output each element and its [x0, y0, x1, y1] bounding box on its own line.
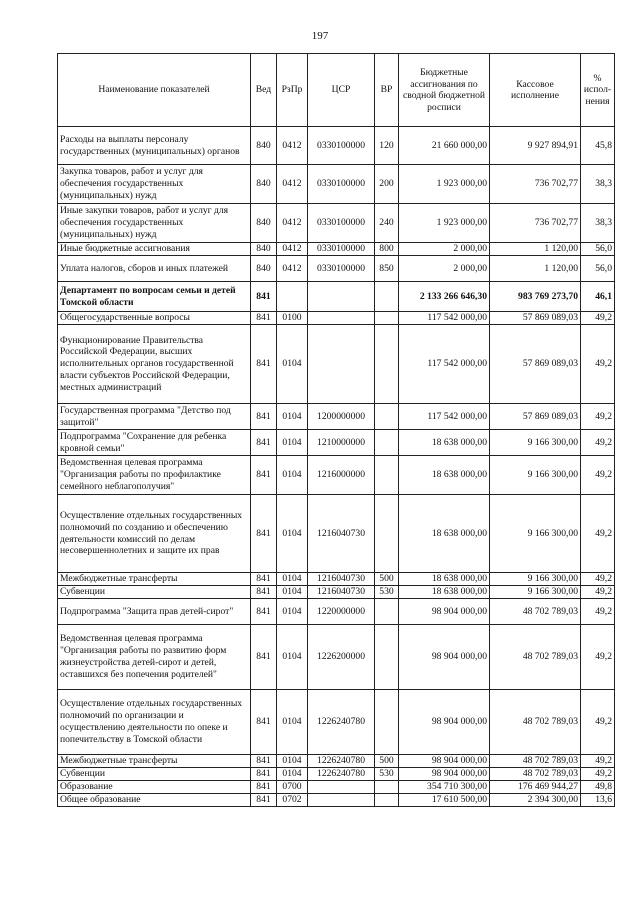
budget-execution-table: [57, 53, 615, 807]
cell-budget: 98 904 000,00: [399, 625, 490, 690]
cell-cash: 1 120,00: [490, 243, 581, 256]
cell-percent: 49,2: [581, 325, 615, 404]
cell-vr: [375, 430, 399, 456]
cell-name: Иные бюджетные ассигнования: [58, 243, 251, 256]
cell-vr: [375, 404, 399, 430]
cell-vr: 530: [375, 768, 399, 781]
cell-percent: 49,2: [581, 755, 615, 768]
cell-csr: [308, 781, 375, 794]
cell-rzpr: 0700: [277, 781, 308, 794]
cell-name: Общее образование: [58, 794, 251, 807]
cell-budget: 354 710 300,00: [399, 781, 490, 794]
cell-rzpr: 0104: [277, 625, 308, 690]
cell-vr: 850: [375, 256, 399, 282]
cell-rzpr: 0104: [277, 599, 308, 625]
cell-rzpr: 0412: [277, 256, 308, 282]
table-row: [58, 794, 615, 807]
table-row: [58, 312, 615, 325]
table-row: [58, 456, 615, 495]
cell-rzpr: 0104: [277, 768, 308, 781]
cell-rzpr: 0412: [277, 127, 308, 165]
cell-rzpr: 0104: [277, 690, 308, 755]
cell-ved: 840: [251, 256, 277, 282]
cell-budget: 18 638 000,00: [399, 456, 490, 495]
cell-percent: 49,2: [581, 586, 615, 599]
cell-cash: 2 394 300,00: [490, 794, 581, 807]
header-ved: Вед: [251, 54, 277, 127]
cell-budget: 117 542 000,00: [399, 325, 490, 404]
cell-percent: 49,2: [581, 495, 615, 573]
table-row: [58, 573, 615, 586]
cell-csr: 0330100000: [308, 243, 375, 256]
cell-ved: 841: [251, 690, 277, 755]
cell-cash: 9 927 894,91: [490, 127, 581, 165]
cell-csr: 1226200000: [308, 625, 375, 690]
table-row: [58, 755, 615, 768]
cell-cash: 48 702 789,03: [490, 625, 581, 690]
cell-rzpr: 0104: [277, 325, 308, 404]
cell-name: Ведомственная целевая программа "Организация работы по профилактике семейного неблагополучия": [58, 456, 251, 495]
table-row: [58, 282, 615, 312]
cell-ved: 841: [251, 755, 277, 768]
cell-ved: 841: [251, 781, 277, 794]
cell-name: Осуществление отдельных государственных полномочий по организации и осуществлению деятельности по опеке и попечительству в Томской области: [58, 690, 251, 755]
cell-percent: 49,2: [581, 625, 615, 690]
cell-budget: 1 923 000,00: [399, 165, 490, 204]
cell-vr: [375, 282, 399, 312]
cell-name: Подпрограмма "Сохранение для ребенка кровной семьи": [58, 430, 251, 456]
header-vr: ВР: [375, 54, 399, 127]
cell-name: Общегосударственные вопросы: [58, 312, 251, 325]
table-row: [58, 127, 615, 165]
cell-csr: 1226240780: [308, 755, 375, 768]
table-row: [58, 781, 615, 794]
cell-vr: 530: [375, 586, 399, 599]
cell-cash: 48 702 789,03: [490, 768, 581, 781]
cell-csr: [308, 325, 375, 404]
cell-csr: 0330100000: [308, 127, 375, 165]
header-budget: Бюджетные ассигнования по сводной бюджетной росписи: [399, 54, 490, 127]
cell-csr: [308, 794, 375, 807]
cell-ved: 841: [251, 625, 277, 690]
cell-ved: 841: [251, 573, 277, 586]
cell-name: Осуществление отдельных государственных полномочий по созданию и обеспечению деятельности комиссий по делам несовершеннолетних и защите их прав: [58, 495, 251, 573]
cell-budget: 17 610 500,00: [399, 794, 490, 807]
cell-percent: 13,6: [581, 794, 615, 807]
cell-cash: 736 702,77: [490, 165, 581, 204]
cell-percent: 46,1: [581, 282, 615, 312]
cell-name: Расходы на выплаты персоналу государственных (муниципальных) органов: [58, 127, 251, 165]
table-row: [58, 625, 615, 690]
cell-rzpr: [277, 282, 308, 312]
table-row: [58, 768, 615, 781]
table-row: [58, 256, 615, 282]
cell-budget: 18 638 000,00: [399, 430, 490, 456]
cell-percent: 49,2: [581, 312, 615, 325]
cell-vr: [375, 456, 399, 495]
cell-percent: 49,2: [581, 456, 615, 495]
table-row: [58, 690, 615, 755]
cell-ved: 841: [251, 312, 277, 325]
header-percent: % испол-нения: [581, 54, 615, 127]
cell-rzpr: 0100: [277, 312, 308, 325]
cell-csr: 1200000000: [308, 404, 375, 430]
cell-budget: 98 904 000,00: [399, 690, 490, 755]
cell-cash: 48 702 789,03: [490, 690, 581, 755]
cell-ved: 841: [251, 404, 277, 430]
cell-percent: 49,8: [581, 781, 615, 794]
cell-vr: 120: [375, 127, 399, 165]
cell-cash: 9 166 300,00: [490, 456, 581, 495]
cell-budget: 117 542 000,00: [399, 312, 490, 325]
cell-vr: [375, 690, 399, 755]
table-row: [58, 495, 615, 573]
cell-csr: 0330100000: [308, 256, 375, 282]
cell-budget: 1 923 000,00: [399, 204, 490, 243]
cell-rzpr: 0104: [277, 573, 308, 586]
cell-ved: 841: [251, 586, 277, 599]
cell-percent: 49,2: [581, 404, 615, 430]
cell-csr: 0330100000: [308, 204, 375, 243]
cell-name: Субвенции: [58, 586, 251, 599]
cell-csr: [308, 312, 375, 325]
cell-ved: 841: [251, 768, 277, 781]
cell-rzpr: 0104: [277, 495, 308, 573]
cell-budget: 98 904 000,00: [399, 755, 490, 768]
cell-rzpr: 0412: [277, 165, 308, 204]
cell-ved: 841: [251, 282, 277, 312]
cell-budget: 117 542 000,00: [399, 404, 490, 430]
cell-ved: 841: [251, 430, 277, 456]
cell-cash: 57 869 089,03: [490, 325, 581, 404]
cell-vr: 200: [375, 165, 399, 204]
cell-cash: 736 702,77: [490, 204, 581, 243]
cell-csr: 1226240780: [308, 768, 375, 781]
cell-csr: 1216040730: [308, 573, 375, 586]
cell-rzpr: 0104: [277, 586, 308, 599]
table-row: [58, 243, 615, 256]
cell-vr: [375, 495, 399, 573]
cell-budget: 18 638 000,00: [399, 495, 490, 573]
cell-name: Иные закупки товаров, работ и услуг для обеспечения государственных (муниципальных) нужд: [58, 204, 251, 243]
cell-name: Департамент по вопросам семьи и детей Томской области: [58, 282, 251, 312]
cell-budget: 21 660 000,00: [399, 127, 490, 165]
table-row: [58, 430, 615, 456]
cell-ved: 840: [251, 165, 277, 204]
cell-ved: 841: [251, 495, 277, 573]
cell-ved: 841: [251, 456, 277, 495]
cell-vr: [375, 625, 399, 690]
cell-percent: 38,3: [581, 165, 615, 204]
cell-name: Межбюджетные трансферты: [58, 755, 251, 768]
cell-ved: 841: [251, 794, 277, 807]
table-row: [58, 404, 615, 430]
cell-vr: 500: [375, 755, 399, 768]
cell-cash: 983 769 273,70: [490, 282, 581, 312]
cell-percent: 56,0: [581, 243, 615, 256]
cell-ved: 841: [251, 599, 277, 625]
cell-percent: 38,3: [581, 204, 615, 243]
cell-percent: 49,2: [581, 430, 615, 456]
table-body: [58, 127, 615, 807]
cell-vr: 800: [375, 243, 399, 256]
table-row: [58, 204, 615, 243]
cell-csr: 1226240780: [308, 690, 375, 755]
page-number: 197: [311, 30, 329, 42]
cell-cash: 9 166 300,00: [490, 586, 581, 599]
cell-cash: 9 166 300,00: [490, 495, 581, 573]
cell-ved: 841: [251, 325, 277, 404]
cell-percent: 49,2: [581, 768, 615, 781]
cell-budget: 98 904 000,00: [399, 768, 490, 781]
cell-percent: 49,2: [581, 599, 615, 625]
cell-cash: 57 869 089,03: [490, 312, 581, 325]
cell-ved: 840: [251, 204, 277, 243]
cell-vr: 500: [375, 573, 399, 586]
cell-name: Уплата налогов, сборов и иных платежей: [58, 256, 251, 282]
cell-ved: 840: [251, 243, 277, 256]
cell-cash: 57 869 089,03: [490, 404, 581, 430]
table-row: [58, 325, 615, 404]
header-cash: Кассовое исполнение: [490, 54, 581, 127]
cell-cash: 48 702 789,03: [490, 599, 581, 625]
cell-rzpr: 0104: [277, 755, 308, 768]
cell-budget: 18 638 000,00: [399, 573, 490, 586]
table-row: [58, 599, 615, 625]
cell-rzpr: 0412: [277, 204, 308, 243]
cell-percent: 49,2: [581, 573, 615, 586]
header-name: Наименование показателей: [58, 54, 251, 127]
cell-rzpr: 0104: [277, 404, 308, 430]
cell-csr: 1216000000: [308, 456, 375, 495]
cell-budget: 18 638 000,00: [399, 586, 490, 599]
cell-rzpr: 0702: [277, 794, 308, 807]
cell-vr: [375, 794, 399, 807]
cell-cash: 9 166 300,00: [490, 573, 581, 586]
cell-cash: 176 469 944,27: [490, 781, 581, 794]
cell-csr: 1216040730: [308, 586, 375, 599]
cell-rzpr: 0412: [277, 243, 308, 256]
cell-csr: 1220000000: [308, 599, 375, 625]
cell-ved: 840: [251, 127, 277, 165]
cell-vr: [375, 599, 399, 625]
cell-name: Ведомственная целевая программа "Организация работы по развитию форм жизнеустройства детей-сирот и детей, оставшихся без попечения родителей": [58, 625, 251, 690]
cell-name: Государственная программа "Детство под защитой": [58, 404, 251, 430]
table-row: [58, 586, 615, 599]
cell-vr: [375, 325, 399, 404]
cell-name: Межбюджетные трансферты: [58, 573, 251, 586]
cell-name: Подпрограмма "Защита прав детей-сирот": [58, 599, 251, 625]
table-header-row: [58, 54, 615, 127]
cell-budget: 2 133 266 646,30: [399, 282, 490, 312]
header-csr: ЦСР: [308, 54, 375, 127]
cell-vr: [375, 781, 399, 794]
cell-csr: 0330100000: [308, 165, 375, 204]
cell-cash: 48 702 789,03: [490, 755, 581, 768]
cell-cash: 1 120,00: [490, 256, 581, 282]
cell-cash: 9 166 300,00: [490, 430, 581, 456]
cell-budget: 98 904 000,00: [399, 599, 490, 625]
cell-name: Закупка товаров, работ и услуг для обеспечения государственных (муниципальных) нужд: [58, 165, 251, 204]
cell-budget: 2 000,00: [399, 243, 490, 256]
cell-percent: 49,2: [581, 690, 615, 755]
cell-csr: 1216040730: [308, 495, 375, 573]
cell-name: Образование: [58, 781, 251, 794]
cell-rzpr: 0104: [277, 430, 308, 456]
cell-percent: 56,0: [581, 256, 615, 282]
cell-budget: 2 000,00: [399, 256, 490, 282]
cell-percent: 45,8: [581, 127, 615, 165]
cell-name: Субвенции: [58, 768, 251, 781]
cell-csr: 1210000000: [308, 430, 375, 456]
cell-csr: [308, 282, 375, 312]
cell-vr: 240: [375, 204, 399, 243]
header-rzpr: РзПр: [277, 54, 308, 127]
cell-rzpr: 0104: [277, 456, 308, 495]
cell-name: Функционирование Правительства Российской Федерации, высших исполнительных органов государственной власти субъектов Российской Федерации, местных администраций: [58, 325, 251, 404]
table-row: [58, 165, 615, 204]
cell-vr: [375, 312, 399, 325]
